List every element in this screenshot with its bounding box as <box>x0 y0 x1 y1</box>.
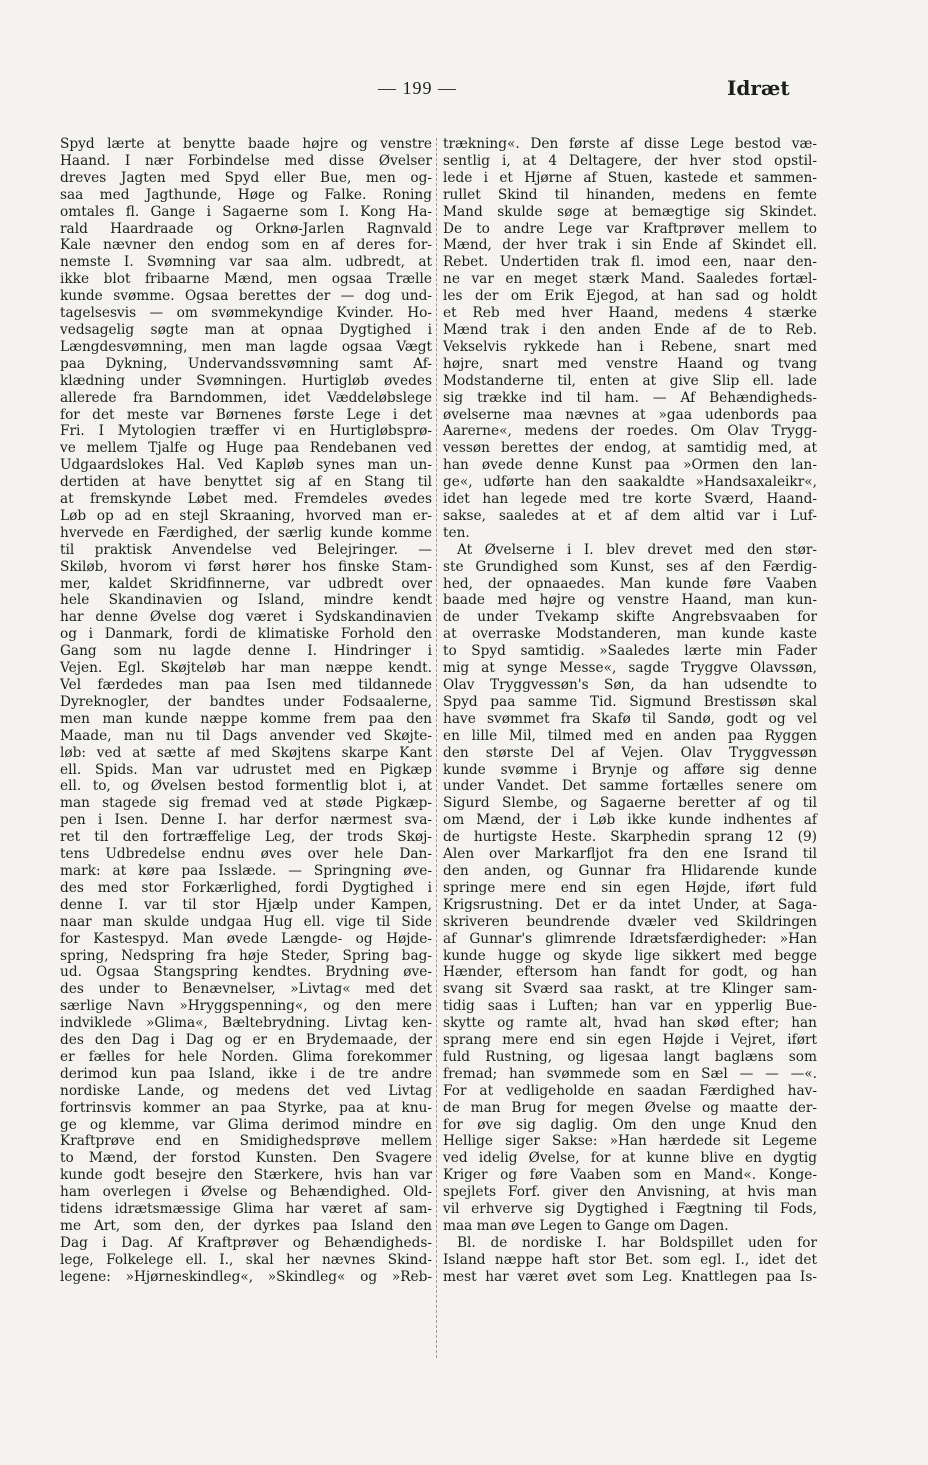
text-line: ten. <box>443 524 470 541</box>
text-line: idet han legede med tre korte Sværd, Haand- <box>443 491 817 508</box>
text-line: Krigsrustning. Det er da intet Under, at Saga- <box>443 896 817 913</box>
text-line: højre, snart med venstre Haand og tvang <box>443 355 817 372</box>
text-line: særlige Navn »Hryggspenning«, og den mere <box>60 998 432 1015</box>
text-line: fuld Rustning, og ligesaa langt baglæns som <box>443 1048 817 1065</box>
text-line: om Mænd, der i Løb ikke kunde indhentes af <box>443 812 817 829</box>
text-line: fremad; han svømmede som en Sæl — — —«. <box>443 1065 817 1082</box>
text-line: er fælles for hele Norden. Glima forekommer <box>60 1048 432 1065</box>
text-line: Kale nævner den endog som en af deres for- <box>60 237 432 254</box>
text-line: Sigurd Slembe, og Sagaerne beretter af og til <box>443 795 817 812</box>
text-line: hvervede en Færdighed, der særlig kunde komme <box>60 524 432 541</box>
text-line: des den Dag i Dag og er en Brydemaade, der <box>60 1032 432 1049</box>
text-line: Mand skulde søge at bemægtige sig Skindet. <box>443 203 817 220</box>
text-line: skriveren beundrende dvæler ved Skildringen <box>443 913 817 930</box>
text-line: for det meste var Børnenes første Lege i det <box>60 406 432 423</box>
text-line: For at vedligeholde en saadan Færdighed hav- <box>443 1082 817 1099</box>
text-line: hed, der opnaaedes. Man kunde føre Vaaben <box>443 575 817 592</box>
text-line: des under to Benævnelser, »Livtag« med det <box>60 981 432 998</box>
text-line: spejlets Forf. giver den Anvisning, at hvis man <box>443 1184 817 1201</box>
text-line: de hurtigste Heste. Skarphedin sprang 12 (9) <box>443 829 817 846</box>
text-line: denne I. var til stor Hjælp under Kampen, <box>60 896 432 913</box>
text-line: et Reb med hver Haand, medens 4 stærke <box>443 305 817 322</box>
text-line: fortrinsvis kommer an paa Styrke, paa at knu- <box>60 1099 432 1116</box>
text-line: to Spyd samtidig. »Saaledes lærte min Fader <box>443 643 817 660</box>
text-line: han øvede denne Kunst paa »Ormen den lan- <box>443 457 817 474</box>
text-line: Haand. I nær Forbindelse med disse Øvelser <box>60 152 432 169</box>
text-line: Rebet. Undertiden trak fl. imod een, naar den- <box>443 254 817 271</box>
text-line: en lille Mil, tilmed med en anden paa Ryggen <box>443 727 817 744</box>
text-line: mig at synge Messe«, sagde Tryggve Olavssøn, <box>443 660 817 677</box>
text-line: dreves Jagten med Spyd eller Bue, men og- <box>60 169 432 186</box>
text-line: for øve sig daglig. Om den unge Knud den <box>443 1116 817 1133</box>
text-line: ell. to, og Øvelsen bestod formentlig blot i, at <box>60 778 432 795</box>
text-line: De to andre Lege var Kraftprøver mellem to <box>443 220 817 237</box>
text-line: af Gunnar's glimrende Idrætsfærdigheder: »Han <box>443 930 817 947</box>
text-line: Mænd trak i den anden Ende af de to Reb. <box>443 321 817 338</box>
text-line: Dag i Dag. Af Kraftprøver og Behændigheds- <box>60 1234 432 1251</box>
text-line: Vel færdedes man paa Isen med tildannede <box>60 677 432 693</box>
text-line: ham overlegen i Øvelse og Behændighed. Old- <box>60 1184 432 1201</box>
text-line: dertiden at have benyttet sig af en Stang til <box>60 474 432 491</box>
text-line: Spyd lærte at benytte baade højre og venstre <box>60 136 432 152</box>
text-line: indviklede »Glima«, Bæltebrydning. Livtag ken- <box>60 1015 432 1032</box>
page-number: — 199 — <box>378 78 457 98</box>
text-line: trækning«. Den første af disse Lege bestod væ- <box>443 136 817 152</box>
text-line: Skiløb, hvorom vi først hører hos finske Stam- <box>60 558 432 575</box>
text-line: de under Tvekamp skifte Angrebsvaaben for <box>443 609 817 626</box>
text-line: vessøn berettes der endog, at samtidig med, at <box>443 440 817 457</box>
text-line: derimod kun paa Island, ikke i de tre andre <box>60 1065 432 1082</box>
text-line: Vekselvis rykkede han i Rebene, snart med <box>443 338 817 355</box>
text-line: Kriger og føre Vaaben som en Mand«. Konge- <box>443 1167 817 1184</box>
text-line: me Art, som den, der dyrkes paa Island den <box>60 1218 432 1234</box>
text-line: ge«, udførte han den saakaldte »Handsaxaleikr«, <box>443 474 817 491</box>
text-line: Modstanderne til, enten at give Slip ell. lade <box>443 372 817 389</box>
text-line: Kraftprøve end en Smidighedsprøve mellem <box>60 1133 432 1150</box>
text-line: kunde hugge og skyde lige sikkert med begge <box>443 947 817 964</box>
text-line: legene: »Hjørneskindleg«, »Skindleg« og »Reb- <box>60 1268 432 1285</box>
text-line: den anden, og Gunnar fra Hlidarende kunde <box>443 862 817 879</box>
text-line: for Kastespyd. Man øvede Længde- og Højde- <box>60 930 432 947</box>
text-line: mer, kaldet Skridfinnerne, var udbredt over <box>60 575 432 592</box>
text-line: les der om Erik Ejegod, at han sad og holdt <box>443 288 817 305</box>
right-column <box>443 136 817 1286</box>
text-line: saa med Jagthunde, Høge og Falke. Roning <box>60 186 432 203</box>
text-line: baade med højre og venstre Haand, man kun- <box>443 592 817 609</box>
text-line: allerede fra Barndommen, idet Væddeløbslege <box>60 389 432 406</box>
text-line: sentlig i, at 4 Deltagere, der hver stod opstil- <box>443 152 817 169</box>
text-line: rald Haardraade og Orknø-Jarlen Ragnvald <box>60 220 432 237</box>
text-line: Løb op ad en stejl Skraaning, hvorved man er- <box>60 507 432 524</box>
text-line: ved idelig Øvelse, for at kunne blive en dygtig <box>443 1150 817 1167</box>
text-line: man stagede sig fremad ved at støde Pigkæp- <box>60 795 432 812</box>
text-line: kunde godt besejre den Stærkere, hvis han var <box>60 1167 432 1184</box>
text-line: Maade, man nu til Dags anvender ved Skøjte- <box>60 727 432 744</box>
left-column <box>60 136 432 1286</box>
text-line: ret til den fortræffelige Leg, der trods Skøj- <box>60 829 432 846</box>
text-line: Fri. I Mytologien træffer vi en Hurtigløbsprø- <box>60 423 432 440</box>
text-line: maa man øve Legen to Gange om Dagen. <box>443 1218 729 1234</box>
text-line: ge og klemme, var Glima derimod mindre en <box>60 1116 432 1133</box>
text-line: men man kunde næppe komme frem paa den <box>60 710 432 727</box>
text-line: Mænd, der hver trak i sin Ende af Skindet ell. <box>443 237 817 254</box>
text-line: Længdesvømning, men man lagde ogsaa Vægt <box>60 338 432 355</box>
text-line: ell. Spids. Man var udrustet med en Pigkæp <box>60 761 432 778</box>
text-line: ud. Ogsaa Stangspring kendtes. Brydning øve- <box>60 964 432 981</box>
text-line: mest har været øvet som Leg. Knattlegen paa Is- <box>443 1268 817 1285</box>
text-line: kunde svømme. Ogsaa berettes der — dog und- <box>60 288 432 305</box>
text-line: de man Brug for megen Øvelse og maatte der- <box>443 1099 817 1116</box>
text-line: svang sit Sværd saa raskt, at tre Klinger sam- <box>443 981 817 998</box>
text-line: sakse, saaledes at et af dem altid var i Luf- <box>443 507 817 524</box>
text-line: under Vandet. Det samme fortælles senere om <box>443 778 817 795</box>
text-line: Vejen. Egl. Skøjteløb har man næppe kendt. <box>60 660 432 677</box>
section-title: Idræt <box>727 76 790 100</box>
text-line: ne var en meget stærk Mand. Saaledes fortæl- <box>443 271 817 288</box>
text-line: paa Dykning, Undervandssvømning samt Af- <box>60 355 432 372</box>
text-line: til praktisk Anvendelse ved Belejringer. — <box>60 541 432 558</box>
text-line: pen i Isen. Denne I. har derfor nærmest sva- <box>60 812 432 829</box>
text-line: øvelserne maa nævnes at »gaa udenbords paa <box>443 406 817 423</box>
text-line: skytte og ramte alt, hvad han skød efter; han <box>443 1015 817 1032</box>
text-line: nemste I. Svømning var saa alm. udbredt, at <box>60 254 432 271</box>
text-line: hele Skandinavien og Island, mindre kendt <box>60 592 432 609</box>
text-line: vedsagelig søgte man at opnaa Dygtighed i <box>60 321 432 338</box>
text-line: sprang mere end sin egen Højde i Vejret, iført <box>443 1032 817 1049</box>
text-line: rullet Skind til hinanden, medens en femte <box>443 186 817 203</box>
text-line: Aarerne«, medens der roedes. Om Olav Trygg- <box>443 423 817 440</box>
text-line: Hellige siger Sakse: »Han hærdede sit Legeme <box>443 1133 817 1150</box>
text-line: at fremskynde Løbet med. Fremdeles øvedes <box>60 491 432 508</box>
text-line: At Øvelserne i I. blev drevet med den stør- <box>457 541 817 558</box>
text-line: sig trække ind til ham. — Af Behændigheds- <box>443 389 817 406</box>
text-line: Hænder, eftersom han fandt for godt, og han <box>443 964 817 981</box>
text-line: tagelsesvis — om svømmekyndige Kvinder. Ho- <box>60 305 432 322</box>
text-line: klædning under Svømningen. Hurtigløb øvedes <box>60 372 432 389</box>
text-line: kunde svømme i Brynje og afføre sig denne <box>443 761 817 778</box>
text-line: naar man skulde undgaa Hug ell. vige til Side <box>60 913 432 930</box>
text-line: nordiske Lande, og medens det ved Livtag <box>60 1082 432 1099</box>
text-line: Olav Tryggvessøn's Søn, da han udsendte to <box>443 677 817 693</box>
text-line: Dyreknogler, der bandtes under Fodsaalerne, <box>60 693 432 710</box>
text-line: have svømmet fra Skafø til Sandø, godt og vel <box>443 710 817 727</box>
text-line: tens Udbredelse endnu øves over hele Dan- <box>60 846 432 863</box>
text-line: to Mænd, der forstod Kunsten. Den Svagere <box>60 1150 432 1167</box>
text-line: og i Danmark, fordi de klimatiske Forhold den <box>60 626 432 643</box>
text-line: ikke blot fribaarne Mænd, men ogsaa Trælle <box>60 271 432 288</box>
text-line: Island næppe haft stor Bet. som egl. I., idet det <box>443 1251 817 1268</box>
column-divider <box>436 138 438 1358</box>
text-line: løb: ved at sætte af med Skøjtens skarpe Kant <box>60 744 432 761</box>
text-line: springe mere end sin egen Højde, iført fuld <box>443 879 817 896</box>
text-line: Udgaardslokes Hal. Ved Kapløb synes man un- <box>60 457 432 474</box>
text-line: tidig saas i Luften; han var en ypperlig Bue- <box>443 998 817 1015</box>
text-line: at overraske Modstanderen, man kunde kaste <box>443 626 817 643</box>
text-line: spring, Nedspring fra høje Steder, Spring bag- <box>60 947 432 964</box>
text-line: den største Del af Vejen. Olav Tryggvessøn <box>443 744 817 761</box>
text-line: tidens idrætsmæssige Glima har været af sam- <box>60 1201 432 1218</box>
text-line: lede i et Hjørne af Stuen, kastede et sammen- <box>443 169 817 186</box>
text-line: ste Grundighed som Kunst, ses af den Færdig- <box>443 558 817 575</box>
text-line: omtales fl. Gange i Sagaerne som I. Kong Ha- <box>60 203 432 220</box>
text-line: lege, Folkelege ell. I., skal her nævnes Skind- <box>60 1251 432 1268</box>
text-line: har denne Øvelse dog været i Sydskandinavien <box>60 609 432 626</box>
text-line: Alen over Markarfljot fra den ene Isrand til <box>443 846 817 863</box>
text-line: Bl. de nordiske I. har Boldspillet uden for <box>457 1234 817 1251</box>
text-line: vil erhverve sig Dygtighed i Fægtning til Fods, <box>443 1201 817 1218</box>
text-line: mark: at køre paa Isslæde. — Springning øve- <box>60 862 432 879</box>
text-line: Spyd paa samme Tid. Sigmund Brestissøn skal <box>443 693 817 710</box>
text-line: Gang som nu lagde denne I. Hindringer i <box>60 643 432 660</box>
text-line: ve mellem Tjalfe og Huge paa Rendebanen ved <box>60 440 432 457</box>
text-line: des med stor Forkærlighed, fordi Dygtighed i <box>60 879 432 896</box>
